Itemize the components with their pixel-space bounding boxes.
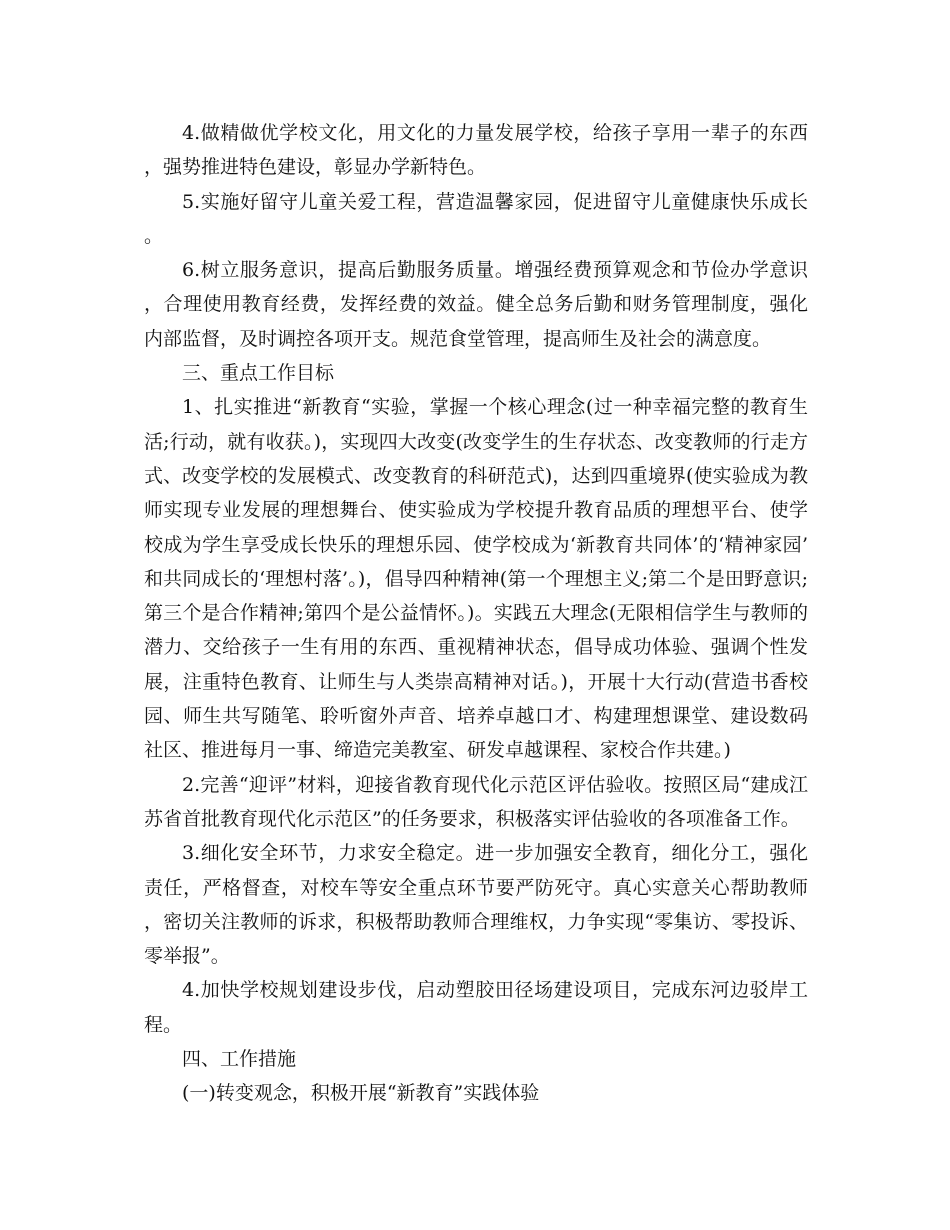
paragraph-culture: 4.做精做优学校文化，用文化的力量发展学校，给孩子享用一辈子的东西，强势推进特色建设，彰显办学新特色。 (144, 122, 808, 179)
paragraph-left-behind-children: 5.实施好留守儿童关爱工程，营造温馨家园，促进留守儿童健康快乐成长。 (144, 190, 808, 247)
paragraph-service-awareness: 6.树立服务意识，提高后勤服务质量。增强经费预算观念和节俭办学意识，合理使用教育经费，发挥经费的效益。健全总务后勤和财务管理制度，强化内部监督，及时调控各项开支。规范食堂管理，提高师生及社会的满意度。 (144, 259, 808, 350)
document-body (144, 116, 808, 1111)
subheading-change-concept: (一)转变观念，积极开展“新教育”实践体验 (182, 1082, 540, 1105)
heading-key-goals: 三、重点工作目标 (182, 362, 335, 385)
paragraph-evaluation: 2.完善“迎评”材料，迎接省教育现代化示范区评估验收。按照区局“建成江苏省首批教育现代化示范区”的任务要求，积极落实评估验收的各项准备工作。 (144, 773, 808, 830)
paragraph-safety: 3.细化安全环节，力求安全稳定。进一步加强安全教育，细化分工，强化责任，严格督查，对校车等安全重点环节要严防死守。真心实意关心帮助教师，密切关注教师的诉求，积极帮助教师合理维权，力争实现“零集访、零投诉、零举报”。 (144, 842, 808, 968)
heading-work-measures: 四、工作措施 (182, 1048, 297, 1071)
paragraph-construction: 4.加快学校规划建设步伐，启动塑胶田径场建设项目，完成东河边驳岸工程。 (144, 979, 808, 1036)
paragraph-new-education: 1、扎实推进“新教育“实验，掌握一个核心理念(过一种幸福完整的教育生活;行动，就有收获。)，实现四大改变(改变学生的生存状态、改变教师的行走方式、改变学校的发展模式、改变教育的科研范式)，达到四重境界(使实验成为教师实现专业发展的理想舞台、使实验成为学校提升教育品质的理想平台、使学校成为学生享受成长快乐的理想乐园、使学校成为‘新教育共同体’的‘精神家园’和共同成长的‘理想村落’。)，倡导四种精神(第一个理想主义;第二个是田野意识;第三个是合作精神;第四个是公益情怀。)。实践五大理念(无限相信学生与教师的潜力、交给孩子一生有用的东西、重视精神状态，倡导成功体验、强调个性发展，注重特色教育、让师生与人类崇高精神对话。)，开展十大行动(营造书香校园、师生共写随笔、聆听窗外声音、培养卓越口才、构建理想课堂、建设数码社区、推进每月一事、缔造完美教室、研发卓越课程、家校合作共建。) (144, 396, 808, 762)
